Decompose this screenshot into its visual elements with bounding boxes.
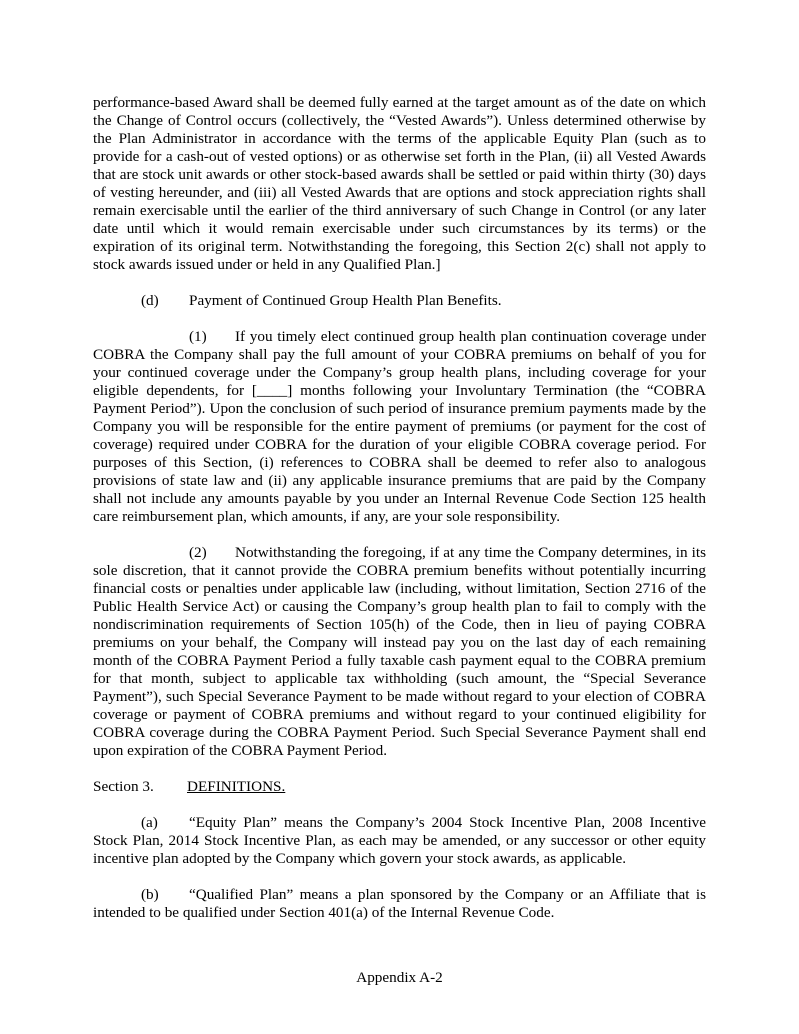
definition-b-paragraph <box>93 886 706 922</box>
section-3-label: Section 3. <box>93 778 154 795</box>
intro-paragraph: performance-based Award shall be deemed fully earned at the target amount as of the date on which the Change of Control occurs (collectively, the “Vested Awards”). Unless determined otherwise by the Plan Administrator in accordance with the terms of the applicable Equity Plan (such as to provide for a cash-out of vested options) or as otherwise set forth in the Plan, (ii) all Vested Awards that are stock unit awards or other stock-based awards shall be settled or paid within thirty (30) days of vesting hereunder, and (iii) all Vested Awards that are options and stock appreciation rights shall remain exercisable until the earlier of the third anniversary of such Change in Control (or any later date until which it would remain exercisable under such circumstances by its terms) or the expiration of its original term. Notwithstanding the foregoing, this Section 2(c) shall not apply to stock awards issued under or held in any Qualified Plan.] <box>93 94 706 273</box>
section-3-heading <box>93 778 706 796</box>
page-footer: Appendix A-2 <box>356 969 443 986</box>
definition-b-marker: (b) <box>141 886 159 903</box>
document-page <box>93 94 706 940</box>
definition-b-text: “Qualified Plan” means a plan sponsored by the Company or an Affiliate that is intended to be qualified under Section 401(a) of the Internal Revenue Code. <box>93 886 706 921</box>
section-d-marker: (d) <box>141 292 159 309</box>
subsection-2-text: Notwithstanding the foregoing, if at any time the Company determines, in its sole discretion, that it cannot provide the COBRA premium benefits without potentially incurring financial costs or penalties under applicable law (including, without limitation, Section 2716 of the Public Health Service Act) or causing the Company’s group health plan to fail to comply with the nondiscrimination requirements of Section 105(h) of the Code, then in lieu of paying COBRA premiums on your behalf, the Company will instead pay you on the last day of each remaining month of the COBRA Payment Period a fully taxable cash payment equal to the COBRA premium for that month, subject to applicable tax withholding (such amount, the “Special Severance Payment”), such Special Severance Payment to be made without regard to your election of COBRA coverage or payment of COBRA premiums and without regard to your continued eligibility for COBRA coverage during the COBRA Payment Period. Such Special Severance Payment shall end upon expiration of the COBRA Payment Period. <box>93 544 706 759</box>
section-3-title: DEFINITIONS. <box>187 778 286 795</box>
definition-a-marker: (a) <box>141 814 158 831</box>
definition-a-text: “Equity Plan” means the Company’s 2004 Stock Incentive Plan, 2008 Incentive Stock Plan, 2014 Stock Incentive Plan, as each may be amended, or any successor or other equity incentive plan adopted by the Company which govern your stock awards, as applicable. <box>93 814 706 867</box>
subsection-1-marker: (1) <box>189 328 207 345</box>
subsection-1-paragraph <box>93 328 706 526</box>
section-d-title: Payment of Continued Group Health Plan Benefits. <box>189 292 502 309</box>
subsection-1-text: If you timely elect continued group health plan continuation coverage under COBRA the Company shall pay the full amount of your COBRA premiums on behalf of you for your continued coverage under the Company’s group health plans, including coverage for your eligible dependents, for [____] months following your Involuntary Termination (the “COBRA Payment Period”). Upon the conclusion of such period of insurance premium payments made by the Company you will be responsible for the entire payment of premiums (or payment for the cost of coverage) required under COBRA for the duration of your eligible COBRA coverage period. For purposes of this Section, (i) references to COBRA shall be deemed to refer also to analogous provisions of state law and (ii) any applicable insurance premiums that are paid by the Company shall not include any amounts payable by you under an Internal Revenue Code Section 125 health care reimbursement plan, which amounts, if any, are your sole responsibility. <box>93 328 706 525</box>
definition-a-paragraph <box>93 814 706 868</box>
subsection-2-marker: (2) <box>189 544 207 561</box>
section-d-heading <box>93 292 706 310</box>
subsection-2-paragraph <box>93 544 706 760</box>
